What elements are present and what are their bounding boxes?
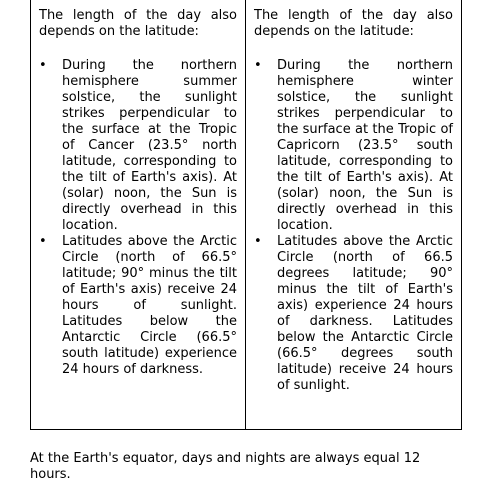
bullet-text: Latitudes above the Arctic Circle (north of 66.5° latitude; 90° minus the tilt of Earth's axis) receive 24 hours of sunlight. Latitudes below the Antarctic Circle (66.5° south latitude) experience 24 hours of darkness. <box>62 234 237 377</box>
summer-solstice-column <box>31 0 246 429</box>
list-item <box>39 58 237 234</box>
bullet-icon: • <box>39 234 47 249</box>
bullet-icon: • <box>254 234 262 249</box>
column-intro: The length of the day also depends on the latitude: <box>254 8 453 39</box>
list-item <box>254 58 453 234</box>
bullet-text: Latitudes above the Arctic Circle (north of 66.5 degrees latitude; 90° minus the tilt of Earth's axis) experience 24 hours of darkness. Latitudes below the Antarctic Circle (66.5° degrees south latitude) receive 24 hours of sunlight. <box>277 234 453 393</box>
bullet-icon: • <box>39 58 47 73</box>
list-item <box>254 234 453 394</box>
equator-note: At the Earth's equator, days and nights are always equal 12 hours. <box>30 451 421 482</box>
bullet-icon: • <box>254 58 262 73</box>
bullet-text: During the northern hemisphere summer solstice, the sunlight strikes perpendicular to the surface at the Tropic of Cancer (23.5° north latitude, corresponding to the tilt of Earth's axis). At (solar) noon, the Sun is directly overhead in this location. <box>62 58 237 233</box>
bullet-list <box>254 58 453 394</box>
list-item <box>39 234 237 378</box>
bullet-text: During the northern hemisphere winter solstice, the sunlight strikes perpendicular to the surface at the Tropic of Capricorn (23.5° south latitude, corresponding to the tilt of Earth's axis). At (solar) noon, the Sun is directly overhead in this location. <box>277 58 453 233</box>
comparison-table <box>30 0 462 430</box>
bullet-list <box>39 58 237 378</box>
winter-solstice-column <box>246 0 461 429</box>
column-intro: The length of the day also depends on the latitude: <box>39 8 237 39</box>
